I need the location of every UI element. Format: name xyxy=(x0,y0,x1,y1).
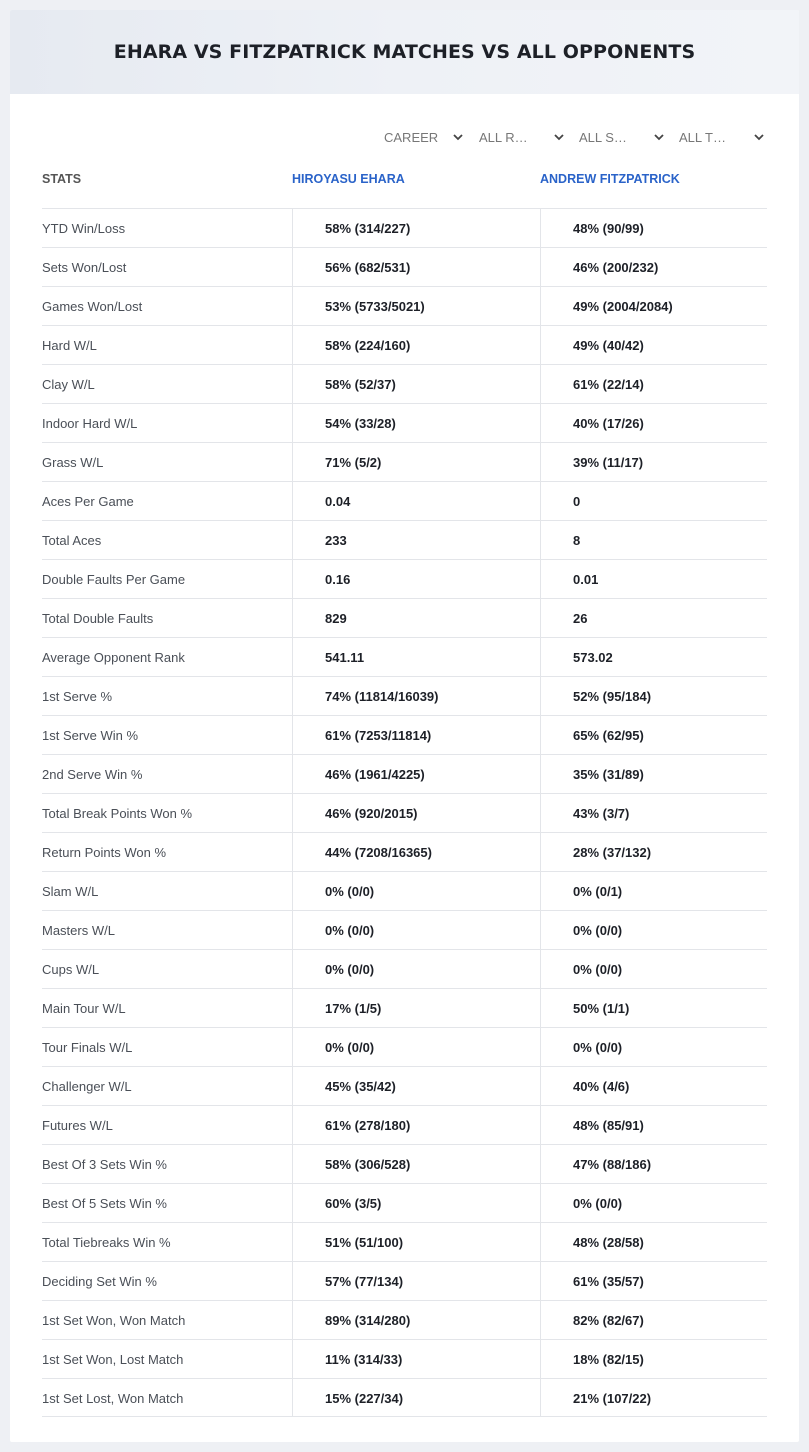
player2-value: 18% (82/15) xyxy=(573,1352,644,1367)
player1-value: 46% (1961/4225) xyxy=(325,767,425,782)
filter-round[interactable] xyxy=(479,128,565,146)
table-row xyxy=(42,1027,767,1066)
stat-label: Clay W/L xyxy=(42,377,95,392)
player2-value: 26 xyxy=(573,611,588,626)
stat-label: Sets Won/Lost xyxy=(42,260,127,275)
player1-value: 60% (3/5) xyxy=(325,1196,382,1211)
player2-value: 46% (200/232) xyxy=(573,260,659,275)
player1-value: 233 xyxy=(325,533,347,548)
table-row xyxy=(42,559,767,598)
player2-value: 573.02 xyxy=(573,650,613,665)
player2-value: 43% (3/7) xyxy=(573,806,630,821)
player1-value: 51% (51/100) xyxy=(325,1235,404,1250)
table-row xyxy=(42,1066,767,1105)
player1-value: 56% (682/531) xyxy=(325,260,411,275)
player1-value: 0% (0/0) xyxy=(325,962,375,977)
player2-value: 0% (0/0) xyxy=(573,923,623,938)
player2-value: 35% (31/89) xyxy=(573,767,644,782)
stat-label: YTD Win/Loss xyxy=(42,221,126,236)
player1-value: 71% (5/2) xyxy=(325,455,382,470)
player2-value: 48% (90/99) xyxy=(573,221,644,236)
filter-bar xyxy=(10,128,799,146)
page-header xyxy=(10,10,799,94)
stat-label: Total Tiebreaks Win % xyxy=(42,1235,171,1250)
stat-label: Masters W/L xyxy=(42,923,115,938)
stat-label: 1st Set Won, Won Match xyxy=(42,1313,186,1328)
player2-value: 61% (22/14) xyxy=(573,377,644,392)
table-row xyxy=(42,871,767,910)
table-row xyxy=(42,442,767,481)
chevron-down-icon xyxy=(553,131,565,143)
table-row xyxy=(42,1222,767,1261)
stat-label: Indoor Hard W/L xyxy=(42,416,138,431)
player1-value: 15% (227/34) xyxy=(325,1391,404,1406)
stat-label: Games Won/Lost xyxy=(42,299,143,314)
table-row xyxy=(42,676,767,715)
stat-label: 2nd Serve Win % xyxy=(42,767,143,782)
player1-value: 0% (0/0) xyxy=(325,923,375,938)
stat-label: Double Faults Per Game xyxy=(42,572,186,587)
player1-value: 0% (0/0) xyxy=(325,1040,375,1055)
player2-value: 21% (107/22) xyxy=(573,1391,652,1406)
table-row xyxy=(42,1300,767,1339)
player2-value: 0% (0/0) xyxy=(573,1040,623,1055)
player1-value: 46% (920/2015) xyxy=(325,806,418,821)
stat-label: Challenger W/L xyxy=(42,1079,132,1094)
stats-table xyxy=(42,208,767,1417)
player1-value: 58% (306/528) xyxy=(325,1157,411,1172)
column-header-stats: STATS xyxy=(42,172,82,186)
stat-label: Aces Per Game xyxy=(42,494,134,509)
player2-value: 65% (62/95) xyxy=(573,728,644,743)
chevron-down-icon xyxy=(653,131,665,143)
stat-label: Deciding Set Win % xyxy=(42,1274,157,1289)
player1-value: 57% (77/134) xyxy=(325,1274,404,1289)
player2-value: 49% (40/42) xyxy=(573,338,644,353)
table-row xyxy=(42,910,767,949)
player1-link[interactable]: HIROYASU EHARA xyxy=(292,172,405,186)
chevron-down-icon xyxy=(753,131,765,143)
table-row xyxy=(42,1144,767,1183)
player1-value: 45% (35/42) xyxy=(325,1079,396,1094)
stat-label: Main Tour W/L xyxy=(42,1001,126,1016)
player1-value: 89% (314/280) xyxy=(325,1313,411,1328)
player2-value: 0% (0/1) xyxy=(573,884,623,899)
player1-value: 58% (52/37) xyxy=(325,377,396,392)
stat-label: Hard W/L xyxy=(42,338,97,353)
stat-label: Total Aces xyxy=(42,533,102,548)
player2-value: 8 xyxy=(573,533,581,548)
player2-value: 0.01 xyxy=(573,572,599,587)
stat-label: Tour Finals W/L xyxy=(42,1040,133,1055)
player2-value: 40% (4/6) xyxy=(573,1079,630,1094)
stat-label: Total Double Faults xyxy=(42,611,154,626)
player1-value: 829 xyxy=(325,611,347,626)
table-row xyxy=(42,949,767,988)
filter-period[interactable] xyxy=(384,128,464,146)
player2-value: 82% (82/67) xyxy=(573,1313,644,1328)
player1-value: 44% (7208/16365) xyxy=(325,845,432,860)
stat-label: Return Points Won % xyxy=(42,845,167,860)
table-row xyxy=(42,364,767,403)
table-row xyxy=(42,598,767,637)
player2-value: 49% (2004/2084) xyxy=(573,299,673,314)
player2-value: 28% (37/132) xyxy=(573,845,652,860)
table-row xyxy=(42,247,767,286)
table-row xyxy=(42,1339,767,1378)
player1-value: 54% (33/28) xyxy=(325,416,396,431)
stat-label: 1st Set Won, Lost Match xyxy=(42,1352,184,1367)
stat-label: Grass W/L xyxy=(42,455,104,470)
player1-value: 0% (0/0) xyxy=(325,884,375,899)
stat-label: 1st Serve Win % xyxy=(42,728,139,743)
player2-link[interactable]: ANDREW FITZPATRICK xyxy=(540,172,680,186)
table-row xyxy=(42,754,767,793)
player2-value: 0 xyxy=(573,494,581,509)
player2-value: 47% (88/186) xyxy=(573,1157,652,1172)
table-row xyxy=(42,1105,767,1144)
table-row xyxy=(42,1183,767,1222)
stat-label: Average Opponent Rank xyxy=(42,650,185,665)
page-title: EHARA VS FITZPATRICK MATCHES VS ALL OPPONENTS xyxy=(113,41,696,63)
player2-value: 39% (11/17) xyxy=(573,455,644,470)
filter-tournament[interactable] xyxy=(679,128,765,146)
filter-round-label: ALL R… xyxy=(479,129,528,145)
filter-period-label: CAREER xyxy=(384,129,439,145)
player1-value: 58% (314/227) xyxy=(325,221,411,236)
table-row xyxy=(42,793,767,832)
stat-label: Futures W/L xyxy=(42,1118,113,1133)
stat-label: Best Of 5 Sets Win % xyxy=(42,1196,167,1211)
player1-value: 61% (7253/11814) xyxy=(325,728,432,743)
table-row xyxy=(42,1378,767,1417)
stat-label: Slam W/L xyxy=(42,884,99,899)
table-row xyxy=(42,637,767,676)
table-row xyxy=(42,715,767,754)
player1-value: 541.11 xyxy=(325,650,365,665)
table-row xyxy=(42,286,767,325)
filter-surface[interactable] xyxy=(579,128,665,146)
player2-value: 0% (0/0) xyxy=(573,962,623,977)
player2-value: 48% (28/58) xyxy=(573,1235,644,1250)
filter-surface-label: ALL S… xyxy=(579,129,627,145)
stat-label: 1st Set Lost, Won Match xyxy=(42,1391,184,1406)
player1-value: 17% (1/5) xyxy=(325,1001,382,1016)
table-row xyxy=(42,520,767,559)
player1-value: 58% (224/160) xyxy=(325,338,411,353)
player1-value: 61% (278/180) xyxy=(325,1118,411,1133)
chevron-down-icon xyxy=(452,131,464,143)
table-row xyxy=(42,403,767,442)
table-row xyxy=(42,325,767,364)
stat-label: Best Of 3 Sets Win % xyxy=(42,1157,167,1172)
table-row xyxy=(42,832,767,871)
player2-value: 50% (1/1) xyxy=(573,1001,630,1016)
player1-value: 0.04 xyxy=(325,494,351,509)
player2-value: 52% (95/184) xyxy=(573,689,652,704)
player2-value: 61% (35/57) xyxy=(573,1274,644,1289)
player2-value: 48% (85/91) xyxy=(573,1118,644,1133)
player1-value: 53% (5733/5021) xyxy=(325,299,425,314)
table-row xyxy=(42,481,767,520)
player1-value: 11% (314/33) xyxy=(325,1352,403,1367)
player1-value: 0.16 xyxy=(325,572,351,587)
table-row xyxy=(42,988,767,1027)
table-row xyxy=(42,208,767,247)
player1-value: 74% (11814/16039) xyxy=(325,689,439,704)
stat-label: Total Break Points Won % xyxy=(42,806,193,821)
stat-label: 1st Serve % xyxy=(42,689,113,704)
player2-value: 40% (17/26) xyxy=(573,416,644,431)
stat-label: Cups W/L xyxy=(42,962,100,977)
table-row xyxy=(42,1261,767,1300)
player2-value: 0% (0/0) xyxy=(573,1196,623,1211)
filter-tournament-label: ALL T… xyxy=(679,129,726,145)
comparison-card xyxy=(10,10,799,1442)
